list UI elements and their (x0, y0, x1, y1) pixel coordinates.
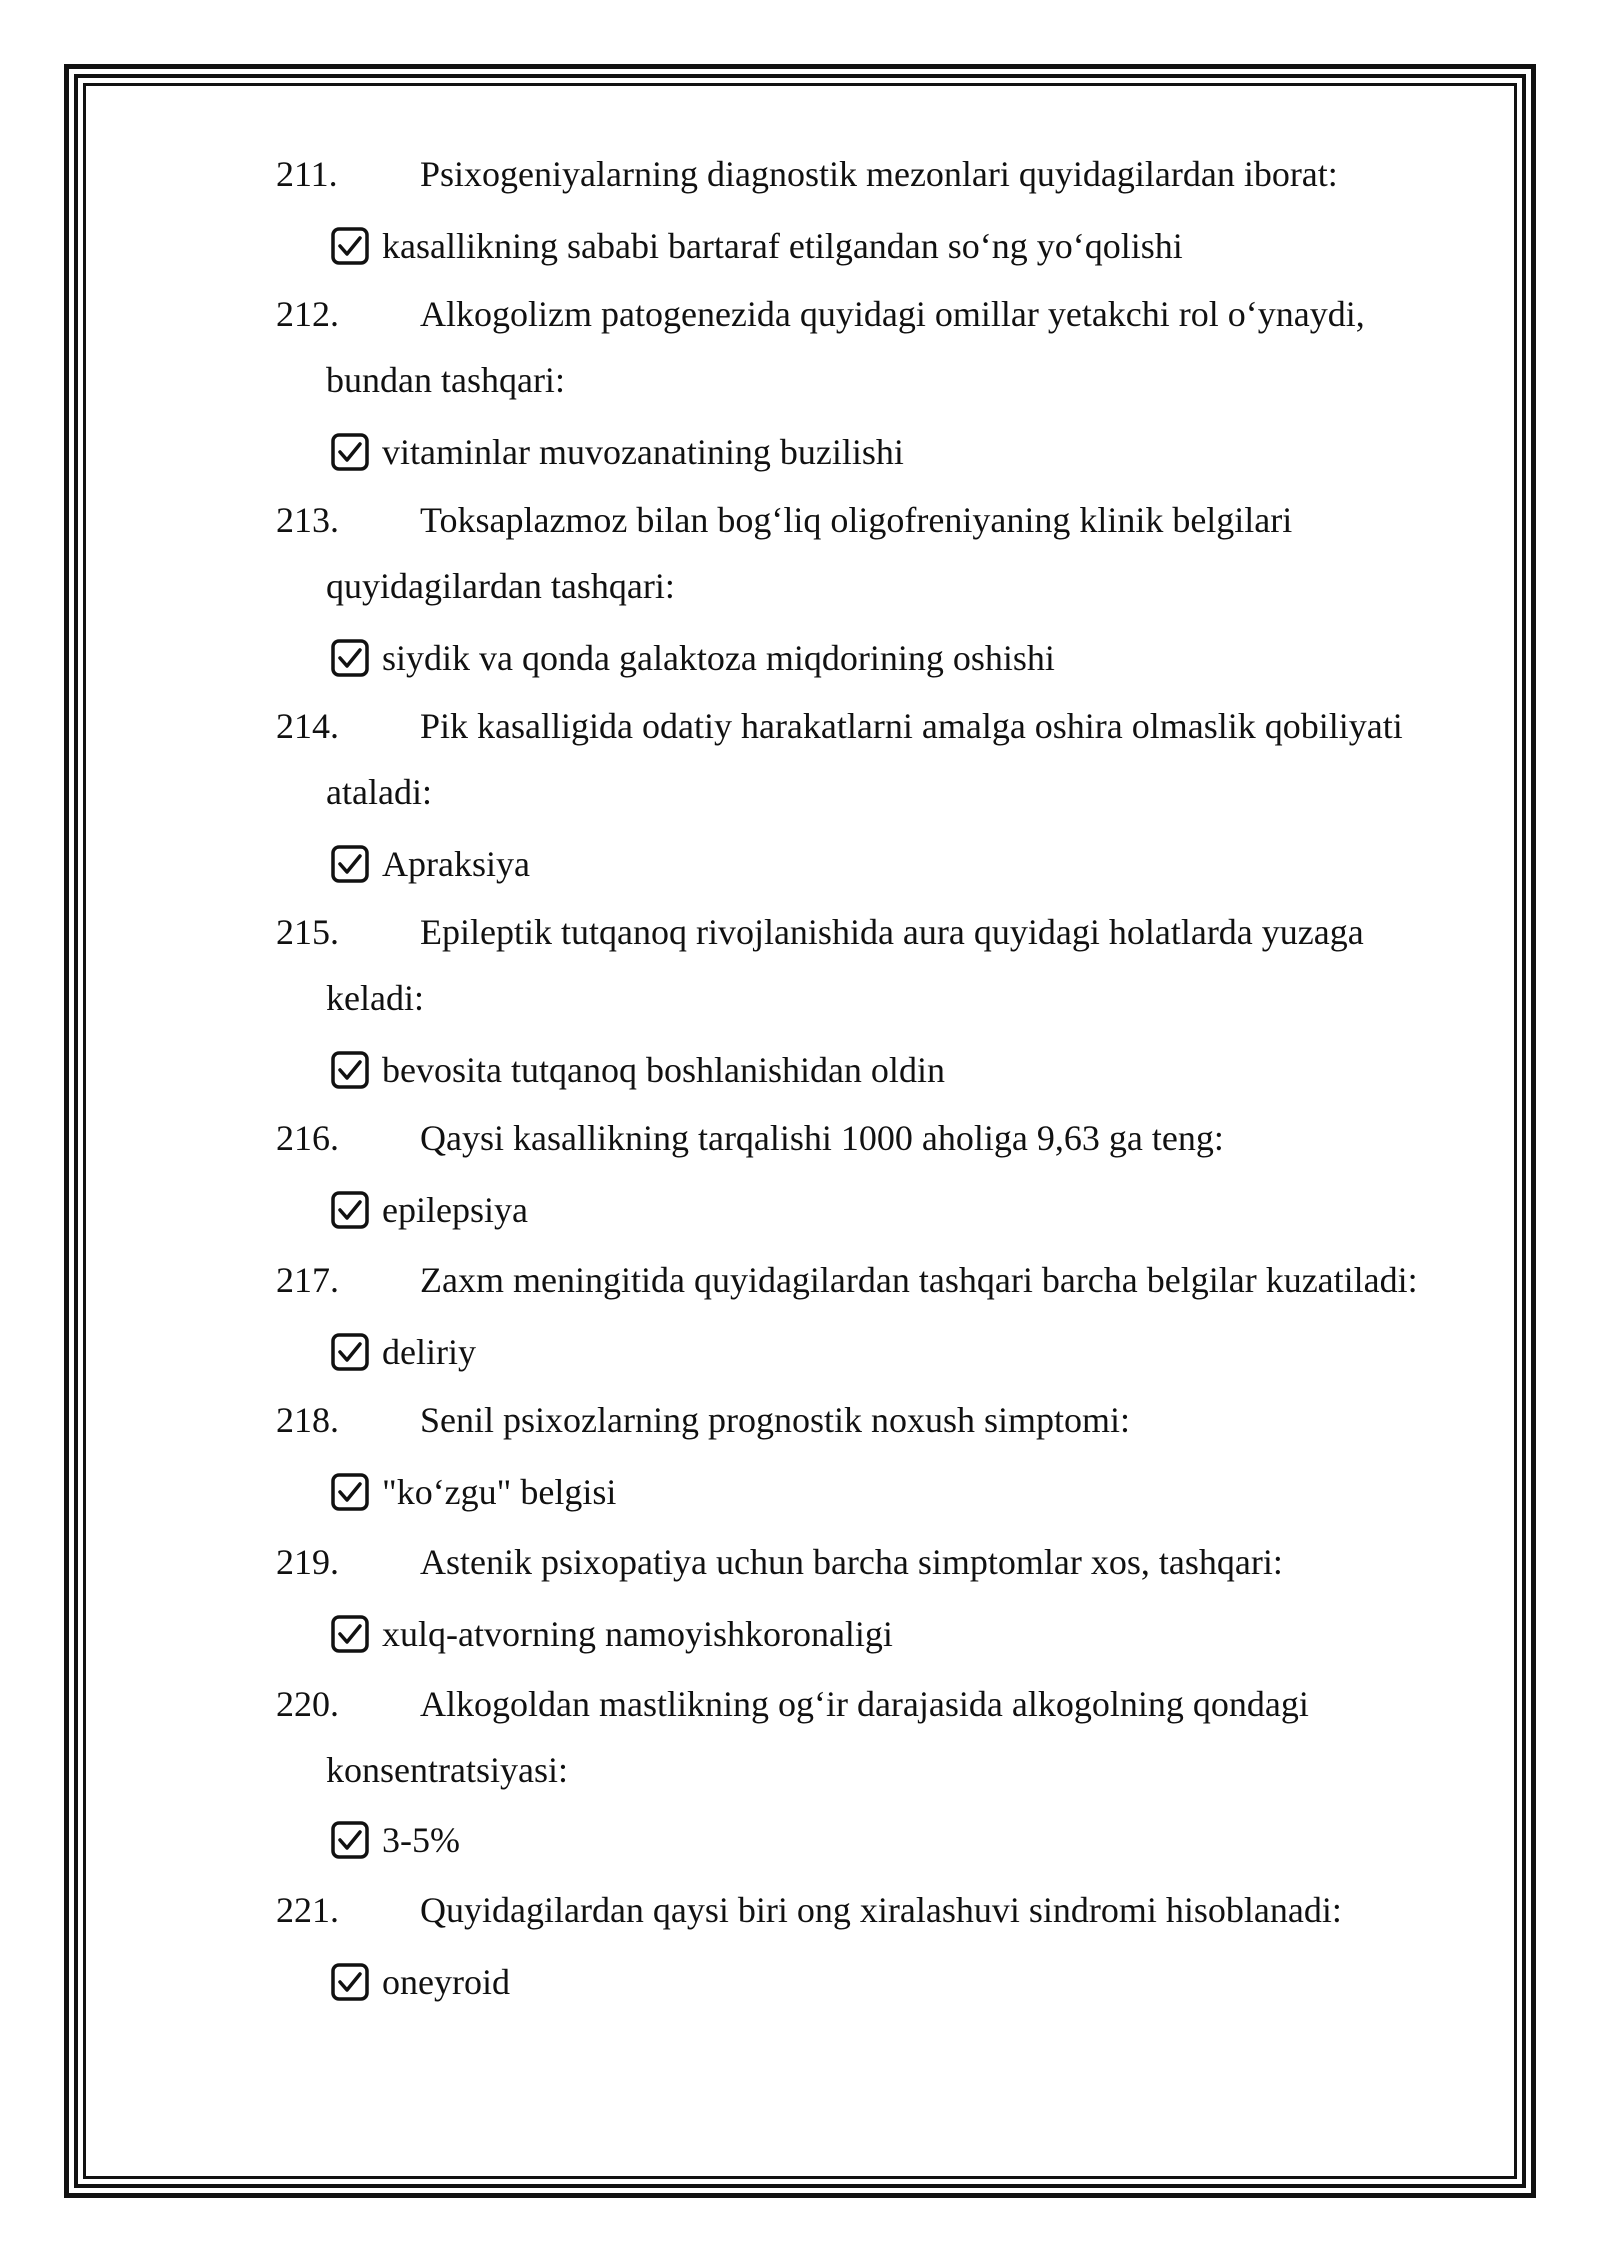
question-number: 214. (276, 706, 339, 746)
answer-219 (330, 1612, 893, 1656)
answer-text: vitaminlar muvozanatining buzilishi (382, 432, 904, 472)
question-number: 216. (276, 1118, 339, 1158)
question-number: 211. (276, 154, 338, 194)
checked-box-icon (330, 1332, 370, 1372)
answer-213 (330, 636, 1055, 680)
answer-text: epilepsiya (382, 1190, 528, 1230)
question-text: Zaxm meningitida quyidagilardan tashqari barcha belgilar kuzatiladi: (420, 1260, 1418, 1300)
answer-text: siydik va qonda galaktoza miqdorining oshishi (382, 638, 1055, 678)
checked-box-icon (330, 432, 370, 472)
checked-box-icon (330, 1962, 370, 2002)
question-number: 213. (276, 500, 339, 540)
question-text: Pik kasalligida odatiy harakatlarni amalga oshira olmaslik qobiliyati (420, 706, 1403, 746)
question-text: Psixogeniyalarning diagnostik mezonlari quyidagilardan iborat: (420, 154, 1338, 194)
question-text: Quyidagilardan qaysi biri ong xiralashuvi sindromi hisoblanadi: (420, 1890, 1342, 1930)
answer-text: "ko‘zgu" belgisi (382, 1472, 617, 1512)
answer-214 (330, 842, 530, 886)
checked-box-icon (330, 844, 370, 884)
answer-220 (330, 1818, 460, 1862)
question-text-continued: konsentratsiyasi: (326, 1750, 568, 1790)
question-number: 219. (276, 1542, 339, 1582)
answer-text: deliriy (382, 1332, 476, 1372)
question-text: Astenik psixopatiya uchun barcha simptomlar xos, tashqari: (420, 1542, 1283, 1582)
question-number: 218. (276, 1400, 339, 1440)
answer-text: kasallikning sababi bartaraf etilgandan so‘ng yo‘qolishi (382, 226, 1183, 266)
answer-212 (330, 430, 904, 474)
checked-box-icon (330, 1820, 370, 1860)
answer-217 (330, 1330, 476, 1374)
checked-box-icon (330, 226, 370, 266)
question-text: Qaysi kasallikning tarqalishi 1000 aholiga 9,63 ga teng: (420, 1118, 1224, 1158)
question-number: 212. (276, 294, 339, 334)
question-text: Epileptik tutqanoq rivojlanishida aura quyidagi holatlarda yuzaga (420, 912, 1364, 952)
checked-box-icon (330, 1472, 370, 1512)
checked-box-icon (330, 1190, 370, 1230)
checked-box-icon (330, 638, 370, 678)
answer-216 (330, 1188, 528, 1232)
question-text: Senil psixozlarning prognostik noxush simptomi: (420, 1400, 1130, 1440)
answer-221 (330, 1960, 510, 2004)
question-text-continued: keladi: (326, 978, 424, 1018)
answer-text: Apraksiya (382, 844, 530, 884)
checked-box-icon (330, 1050, 370, 1090)
answer-text: oneyroid (382, 1962, 510, 2002)
checked-box-icon (330, 1614, 370, 1654)
question-text-continued: quyidagilardan tashqari: (326, 566, 675, 606)
answer-215 (330, 1048, 945, 1092)
answer-text: xulq-atvorning namoyishkoronaligi (382, 1614, 893, 1654)
question-text-continued: ataladi: (326, 772, 432, 812)
question-number: 221. (276, 1890, 339, 1930)
answer-211 (330, 224, 1183, 268)
answer-text: 3-5% (382, 1820, 460, 1860)
question-number: 217. (276, 1260, 339, 1300)
question-text: Toksaplazmoz bilan bog‘liq oligofreniyaning klinik belgilari (420, 500, 1293, 540)
question-text-continued: bundan tashqari: (326, 360, 565, 400)
question-text: Alkogolizm patogenezida quyidagi omillar yetakchi rol o‘ynaydi, (420, 294, 1365, 334)
answer-text: bevosita tutqanoq boshlanishidan oldin (382, 1050, 945, 1090)
question-text: Alkogoldan mastlikning og‘ir darajasida alkogolning qondagi (420, 1684, 1309, 1724)
answer-218 (330, 1470, 616, 1514)
question-number: 220. (276, 1684, 339, 1724)
question-number: 215. (276, 912, 339, 952)
